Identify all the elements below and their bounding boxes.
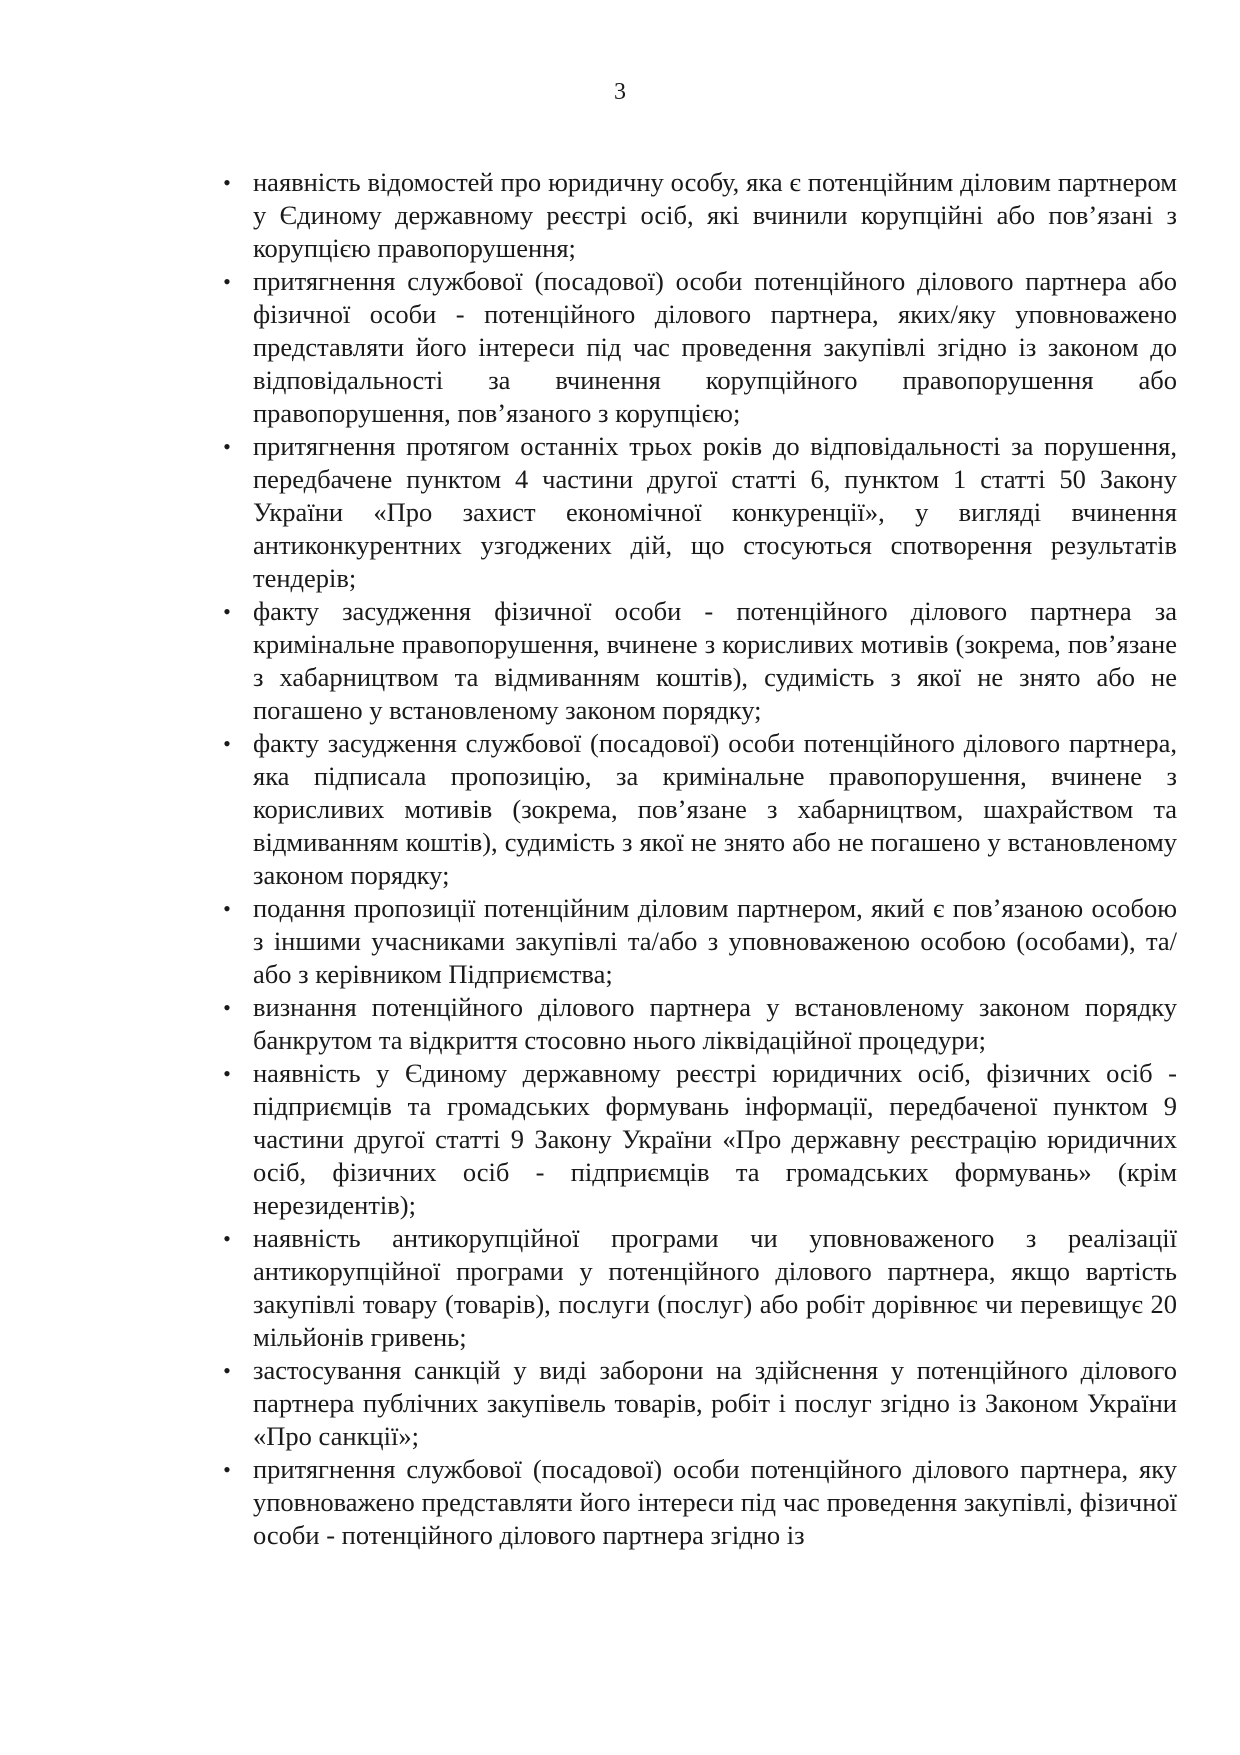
list-item xyxy=(217,727,1177,892)
list-item-text: наявність антикорупційної програми чи уповноваженого з реалізації антикорупційної програми у потенційного ділового партнера, якщо вартість закупівлі товару (товарів), послуги (послуг) або робіт дорівнює чи перевищує 20 мільйонів гривень; xyxy=(253,1223,1177,1352)
bullet-icon: • xyxy=(223,1457,231,1482)
list-item xyxy=(217,1222,1177,1354)
list-item-text: визнання потенційного ділового партнера у встановленому законом порядку банкрутом та відкриття стосовно нього ліквідаційної процедури; xyxy=(253,992,1177,1055)
list-item xyxy=(217,1453,1177,1552)
bullet-icon: • xyxy=(223,1226,231,1251)
list-item xyxy=(217,166,1177,265)
bullet-icon: • xyxy=(223,434,231,459)
bullet-icon: • xyxy=(223,1358,231,1383)
list-item-text: застосування санкцій у виді заборони на здійснення у потенційного ділового партнера публічних закупівель товарів, робіт і послуг згідно із Законом України «Про санкції»; xyxy=(253,1355,1177,1451)
bullet-icon: • xyxy=(223,995,231,1020)
list-item-text: притягнення службової (посадової) особи потенційного ділового партнера або фізичної особи - потенційного ділового партнера, яких/яку уповноважено представляти його інтереси під час проведення закупівлі згідно із законом до відповідальності за вчинення корупційного правопорушення або правопорушення, пов’язаного з корупцією; xyxy=(253,266,1177,428)
list-item-text: наявність у Єдиному державному реєстрі юридичних осіб, фізичних осіб - підприємців та громадських формувань інформації, передбаченої пунктом 9 частини другої статті 9 Закону України «Про державну реєстрацію юридичних осіб, фізичних осіб - підприємців та громадських формувань» (крім нерезидентів); xyxy=(253,1058,1177,1220)
bullet-icon: • xyxy=(223,896,231,921)
list-item xyxy=(217,430,1177,595)
list-item-text: факту засудження фізичної особи - потенційного ділового партнера за кримінальне правопорушення, вчинене з корисливих мотивів (зокрема, пов’язане з хабарництвом та відмиванням коштів), судимість з якої не знято або не погашено у встановленому законом порядку; xyxy=(253,596,1177,725)
criteria-bullet-list xyxy=(217,166,1177,1552)
list-item-text: подання пропозиції потенційним діловим партнером, який є пов’язаною особою з іншими учасниками закупівлі та/або з уповноваженою особою (особами), та/або з керівником Підприємства; xyxy=(253,893,1177,989)
list-item xyxy=(217,1354,1177,1453)
list-item-text: наявність відомостей про юридичну особу, яка є потенційним діловим партнером у Єдиному державному реєстрі осіб, які вчинили корупційні або пов’язані з корупцією правопорушення; xyxy=(253,167,1177,263)
list-item xyxy=(217,595,1177,727)
list-item xyxy=(217,892,1177,991)
list-item xyxy=(217,1057,1177,1222)
bullet-icon: • xyxy=(223,599,231,624)
bullet-icon: • xyxy=(223,170,231,195)
list-item-text: факту засудження службової (посадової) особи потенційного ділового партнера, яка підписала пропозицію, за кримінальне правопорушення, вчинене з корисливих мотивів (зокрема, пов’язане з хабарництвом, шахрайством та відмиванням коштів), судимість з якої не знято або не погашено у встановленому законом порядку; xyxy=(253,728,1177,890)
page-number: 3 xyxy=(614,79,626,105)
bullet-icon: • xyxy=(223,269,231,294)
list-item-text: притягнення службової (посадової) особи потенційного ділового партнера, яку уповноважено представляти його інтереси під час проведення закупівлі, фізичної особи - потенційного ділового партнера згідно із xyxy=(253,1454,1177,1550)
list-item-text: притягнення протягом останніх трьох років до відповідальності за порушення, передбачене пунктом 4 частини другої статті 6, пунктом 1 статті 50 Закону України «Про захист економічної конкуренції», у вигляді вчинення антиконкурентних узгоджених дій, що стосуються спотворення результатів тендерів; xyxy=(253,431,1177,593)
bullet-icon: • xyxy=(223,731,231,756)
list-item xyxy=(217,265,1177,430)
bullet-icon: • xyxy=(223,1061,231,1086)
list-item xyxy=(217,991,1177,1057)
